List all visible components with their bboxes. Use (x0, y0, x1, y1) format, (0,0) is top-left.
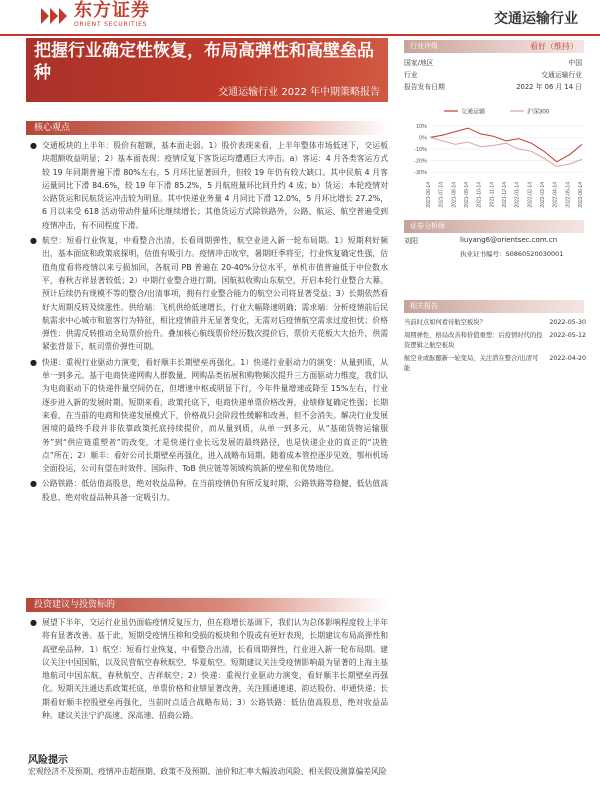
x-tick-label: 2022-03-14 (540, 182, 546, 208)
analyst-cert: 执业证书编号：S0860520030001 (460, 250, 564, 258)
related-report-date: 2022-04-20 (549, 355, 586, 362)
report-title: 把握行业确定性恢复，布局高弹性和高壁垒品种 (34, 41, 374, 83)
x-tick-label: 2021-07-14 (438, 182, 445, 208)
x-tick-label: 2021-09-14 (464, 182, 470, 208)
info-key: 报告发布日期 (404, 83, 445, 91)
rating-label: 行业评级 (410, 42, 438, 50)
y-tick-label: -10% (414, 147, 427, 153)
rating-value: 看好（维持） (530, 42, 578, 51)
section-investment: 投资建议与投资标的 (26, 598, 388, 612)
related-bar (404, 300, 584, 313)
report-subtitle: 交通运输行业 2022 年中期策略报告 (218, 87, 380, 98)
x-tick-label: 2022-05-14 (565, 182, 572, 208)
info-key: 行业 (404, 71, 418, 79)
analyst-email: liuyang6@orientsec.com.cn (460, 236, 558, 244)
info-value: 交通运输行业 (541, 71, 582, 79)
risk-text: 宏观经济不及预期、疫情冲击超预期、政策不及预期、油价和汇率大幅波动风险、相关假设测算偏差风险 (28, 767, 387, 776)
bullet-icon: ● (30, 618, 37, 627)
info-key: 国家/地区 (404, 59, 434, 67)
core-paragraph (28, 139, 388, 232)
investment-paragraph (28, 616, 388, 722)
core-view-body (28, 139, 388, 504)
core-paragraph-text: 快递：重视行业驱动力演变，看好顺丰长期壁垒再强化。1）快递行业驱动力的演变：从量到质，从单一到多元。基于电商快递网购人群数量、网购品类拓展和购物频次提升三方面驱动力维度，我们认为电商驱动下的快递件量空间仍在，但增速中枢或明显下行，今年件量增速或降至 15%左右，行业逐步进入新的发展时期。短期来看，政策托底下，电商快递单票价格改善，业绩修复确定性强；长期来看，在当前的电商和快递发展模式下，价格战只会阶段性缓解和改善，但不会消失。解决行业发展困境的最终手段并非依靠政策托底持续提价，而从量到质，从单一到多元，从“基础货物运输服务”到“供应链重塑者”的改变，才是快递行业长远发展的最终路径，也是快递企业的真正的“决胜点”所在；2）顺丰：看好公司长期壁垒再强化，进入战略布局期。随着成本管控逐步见效，鄂州机场全面投运，公司有望在时效件、国际件、ToB 供应链等领域构筑新的壁垒和优势地位。 (42, 357, 388, 474)
x-tick-label: 2021-11-14 (489, 182, 496, 208)
x-tick-label: 2022-02-14 (527, 182, 534, 208)
industry-label: 交通运输行业 (494, 11, 578, 27)
related-report-item[interactable] (404, 354, 586, 373)
analyst-bar-label: 证券分析师 (410, 222, 445, 230)
info-value: 中国 (568, 59, 582, 67)
x-tick-label: 2021-06-14 (426, 182, 432, 208)
performance-chart-svg (404, 106, 586, 212)
company-logo (38, 0, 150, 30)
logo-text-cn: 东方证券 (74, 0, 150, 21)
page-header (0, 0, 600, 36)
related-report-date: 2022-05-30 (549, 319, 586, 326)
bullet-icon: ● (30, 479, 37, 489)
logo-mark-icon (38, 5, 68, 25)
risk-title: 风险提示 (28, 755, 68, 766)
info-row-country (404, 58, 584, 69)
x-tick-label: 2021-12-14 (502, 182, 508, 208)
core-paragraph (28, 477, 388, 504)
related-report-title[interactable]: 航空业或酝酿新一轮变局，关注潜在整合/出清可能 (404, 355, 539, 372)
bullet-icon: ● (30, 236, 37, 246)
x-tick-label: 2021-08-14 (451, 182, 458, 208)
x-tick-label: 2022-04-14 (552, 182, 559, 208)
logo-text-en: ORIENT SECURITIES (74, 21, 148, 28)
info-row-industry (404, 70, 584, 81)
related-bar-label: 相关报告 (410, 302, 438, 310)
analyst-name: 刘阳 (404, 237, 418, 245)
related-report-date: 2022-05-12 (549, 332, 586, 339)
y-tick-label: -20% (414, 158, 427, 165)
title-banner (26, 38, 388, 102)
investment-paragraph-text: 展望下半年，交运行业虽仍面临疫情反复压力，但在稳增长基调下，我们认为总体影响程度较上半年将有显著改善。基于此，短期受疫情压抑和受损的板块和个股或有更好表现，长期建议布局高弹性和高壁垒品种。1）航空：短看行业恢复，中看整合出清，长看周期弹性，行业进入新一轮布局期。建议关注中国国航，以及民营航空春秋航空、华夏航空。短期建议关注受疫情影响最为显著的上海主基地航司中国东航、春秋航空、吉祥航空；2）快递：重视行业驱动力演变，看好顺丰长期壁垒再强化。短期关注通达系政策托底，单票价格和业绩显著改善，关注圆通速递、韵达股份、申通快递；长期看好顺丰控股壁垒再强化，当前时点适合战略布局；3）公路铁路：低估值高股息，绝对收益品种。建议关注宁沪高速、深高速、招商公路。 (42, 618, 388, 721)
related-report-title[interactable]: 周期弹性、格局改善和价值重塑：后疫情时代的投资逻辑之航空板块 (404, 332, 543, 349)
section-core-view: 核心观点 (26, 121, 388, 135)
rating-bar (404, 40, 584, 53)
performance-chart (404, 106, 586, 212)
legend-label: 交通运输 (461, 109, 486, 116)
analyst-bar (404, 220, 584, 233)
core-paragraph (28, 234, 388, 354)
legend-label: 沪深300 (527, 109, 550, 116)
series-line-transport (430, 128, 582, 162)
bullet-icon: ● (30, 141, 37, 150)
info-row-date (404, 82, 584, 93)
series-line-csi300 (430, 137, 582, 166)
related-report-title[interactable]: 当前时点如何看待航空板块？ (404, 319, 486, 326)
bullet-icon: ● (30, 357, 37, 367)
core-paragraph-text: 交通板块的上半年：股价有超额，基本面走弱。1）股价表现来看，上半年整体市场低迷下，交运板块超额收益明显；2）基本面表现：疫情反复下客货运均遭遇巨大冲击。a）客运：4 月各类客运方式较 19 年同期普遍下滑 80%左右，5 月环比显著回升，但较 19 年仍有较大缺口。其中民航 4 月客运量同比下滑 84.6%，较 19 年下滑 85.2%，5 月航班量环比回升约 4 成；b）货运：本轮疫情对公路货运和民航货运冲击较为明显。其中快递业务量 4 月同比下滑 12.0%，5 月环比增长 27.2%，6 月以来受 618 活动带动件量环比继续增长；其他货运方式除铁路外，公路、航运、航空普遍受到疫情冲击，有不同程度下滑。 (42, 141, 388, 230)
x-tick-label: 2021-10-14 (476, 182, 483, 208)
related-report-item[interactable] (404, 318, 586, 328)
related-report-item[interactable] (404, 331, 586, 350)
core-paragraph-text: 航空：短看行业恢复，中看整合出清，长看周期弹性，航空业进入新一轮布局期。1）短期利好频出，基本面底和政策底探明，估值有吸引力。疫情冲击收窄，暑期旺季将至，行业恢复确定性强，估值角度看将疫情以来亏损加回，各航司 PB 普遍在 20-40%分位水平，单机市值普遍低于中位数水平，春秋吉祥显著较低；2）中期行业整合进行期。国航拟收购山东航空，开启本轮行业整合大幕。预计后续仍有规模不等的整合/出清事项，拥有行业整合能力的航空公司将显著受益；3）长期依然看好大周期反转及续涨性。供给端：飞机供给低速增长，行业大幅降速明确；需求端：分析疫情前后民航需求中心城市和旅客行为特征，相比疫情前并无显著变化，无需对后疫情航空需求过度担忧；价格弹性：供需反转推动全局票价抬升。叠加核心航线票价经历数次提价后，票价天花板大大抬升，供需紧张背景下，航司票价弹性可期。 (42, 236, 388, 352)
core-paragraph-text: 公路铁路：低估值高股息，绝对收益品种。在当前疫情仍有所反复时期，公路铁路等稳健、低估值高股息、绝对收益品种具备一定吸引力。 (42, 479, 388, 502)
investment-body (28, 616, 388, 722)
core-paragraph (28, 356, 388, 476)
y-tick-label: 0% (419, 135, 427, 142)
y-tick-label: 10% (415, 123, 427, 130)
x-tick-label: 2022-01-14 (514, 182, 521, 208)
y-tick-label: -30% (414, 170, 427, 177)
info-value: 2022 年 06 月 14 日 (516, 83, 582, 91)
x-tick-label: 2022-06-14 (578, 182, 584, 208)
